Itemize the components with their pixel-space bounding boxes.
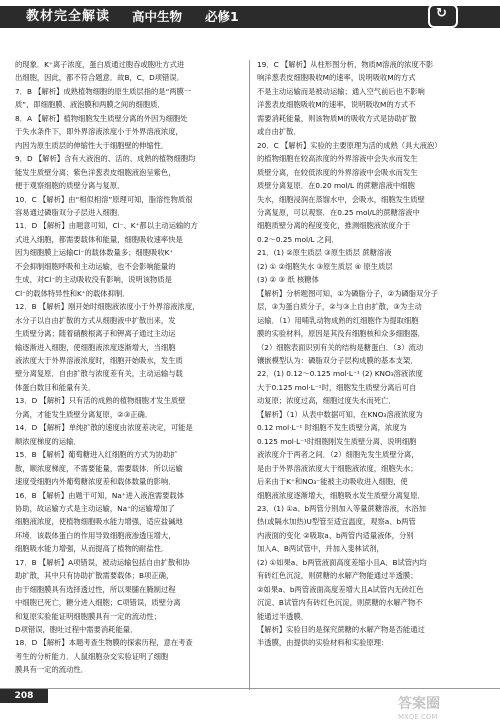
text-line: 热(或隔水加热)U型管至适宜温度，观察a、b两管 — [257, 517, 416, 527]
text-line: 由于细胞膜具有选择透过性，所以果脯在腌制过程 — [15, 584, 176, 594]
page-header — [0, 0, 500, 34]
text-line: 分离复原，可以观察．在0.25 mol/L的蔗糖溶液中 — [257, 207, 420, 217]
right-column — [257, 58, 491, 650]
text-line: Cl⁻的载体特异性和K⁺的载体抑制． — [15, 288, 130, 298]
text-line: 运输．（1）用哺乳动物成熟的红细胞作为提取细胞 — [257, 315, 419, 325]
text-line: 考生的分析能力．人鼠细胞杂交实验证明了细胞 — [15, 651, 169, 661]
text-line: 的植物细胞在较高浓度的外界溶液中会失水而发生 — [257, 154, 418, 164]
text-line: 不是主动运输而是被动运输；通入空气前后也不影响 — [257, 86, 425, 96]
column-divider — [249, 60, 250, 690]
text-line: 失水，细胞浸润在蒸馏水中，会吸水，细胞发生质壁 — [257, 194, 425, 204]
text-line: 0.12 mol·L⁻¹ 时细胞不发生质壁分离，浓度为 — [257, 423, 407, 433]
text-line: 13．D 【解析】只有活的成熟的植物细胞才发生质壁 — [15, 396, 186, 406]
text-line: 细胞液浓度逐渐增大，细胞吸水发生质壁分离复原． — [257, 490, 425, 500]
text-line: 中细胞已死亡，糖分进入细胞；C项错误，质壁分离 — [15, 598, 181, 608]
text-line: 散，顺浓度梯度，不需要能量，需要载体．所以运输 — [15, 463, 183, 473]
text-line: 21．(1) ②原生质层 ③原生质层 蔗糖溶液 — [257, 248, 392, 258]
text-line: 环境．该载体蛋白的作用导致细胞液渗透压增大， — [15, 530, 176, 540]
text-line: 11．D 【解析】由题意可知，Cl⁻、K⁺都以主动运输的方 — [15, 221, 198, 231]
text-line: 液浓度大于外界溶液浓度时，细胞开始吸水，发生质 — [15, 355, 183, 365]
text-line: 顺浓度梯度的运输． — [15, 436, 81, 446]
text-line: 14．D 【解析】单纯扩散的速度由浓度差决定，可能是 — [15, 423, 193, 433]
text-line: （2）细胞表面识别有关的结构是糖蛋白．（3）流动 — [257, 342, 424, 352]
text-line: 9．D 【解析】含有大液泡的、活的、成熟的植物细胞均 — [15, 154, 196, 164]
text-line: 后来由于K⁺和NO₃⁻能被主动吸收进入细胞，使 — [257, 477, 408, 487]
text-line: 质壁分离复原．在0.20 mol/L 的蔗糖溶液中细胞 — [257, 181, 415, 191]
left-column — [15, 58, 249, 677]
text-line: 18．D 【解析】本题考查生物膜的探索历程，意在考查 — [15, 638, 193, 648]
text-line: 镶嵌模型认为：磷脂双分子层构成膜的基本支架． — [257, 355, 418, 365]
text-line: 和复原实验能证明细胞膜具有一定的流动性； — [15, 611, 161, 621]
text-line: 【解析】分析题图可知，①为磷脂分子，②为磷脂双分子 — [257, 288, 438, 298]
text-line: 细胞吸水能力增强，从而提高了植物的耐盐性． — [15, 544, 169, 554]
text-line: 19．C 【解析】从柱形图分析，物质M溶液的浓度不影 — [257, 60, 434, 69]
text-line: 式进入细胞，都需要载体和能量，细胞吸收速率快是 — [15, 234, 183, 244]
text-line: 输逐渐进入细胞，使细胞液浓度逐渐增大，当细胞 — [15, 342, 176, 352]
text-line: 容易通过磷脂双分子层进入细胞． — [15, 207, 125, 217]
text-line: 是由于外界溶液浓度大于细胞液浓度，细胞失水； — [257, 463, 418, 473]
watermark-url: MXQE.COM — [398, 713, 438, 721]
text-line: 速度受细胞内外葡萄糖浓度差和载体数量的影响． — [15, 477, 176, 487]
text-line: 10．C 【解析】由“相似相溶”原理可知，脂溶性物质很 — [15, 194, 193, 204]
text-line: 质壁分离，在较低浓度的外界溶液中会吸水而发生 — [257, 167, 418, 177]
text-line: 不会抑制细胞呼吸和主动运输，也不会影响能量的 — [15, 261, 176, 271]
text-line: 于失水条件下，即外界溶液浓度小于外界溶液浓度， — [15, 127, 183, 137]
text-line: 层，③为蛋白质分子，②与③上自由扩散，③为主动 — [257, 302, 422, 312]
text-line: 大于0.125 mol·L⁻¹时，细胞发生质壁分离后可自 — [257, 382, 417, 392]
footer-rule — [0, 688, 500, 689]
text-line: 助扩散，其中只有协助扩散需要载体；B项正确， — [15, 571, 174, 581]
text-line: D项错误，胞吐过程中需要消耗能量． — [15, 625, 138, 635]
text-line: 能发生质壁分离；紫色洋葱表皮细胞液泡呈紫色， — [15, 167, 176, 177]
text-line: 需要消耗能量，则该物质M的吸收方式是协助扩散 — [257, 113, 417, 123]
text-line: 内因为原生质层的伸缩性大于细胞壁的伸缩性． — [15, 140, 169, 150]
book-title: 教材完全解读 — [26, 9, 111, 24]
text-line: 15．B 【解析】葡萄糖进入红细胞的方式为协助扩 — [15, 450, 178, 460]
text-line: 半透膜，由提供的实验材料和实验原理： — [257, 638, 389, 648]
module-label: 必修1 — [205, 9, 239, 24]
text-line: 23．(1) ①a、b两管分别加入等量蔗糖溶液，水浴加 — [257, 503, 426, 513]
text-line: 8．A 【解析】植物细胞发生质壁分离的外因为细胞处 — [15, 113, 188, 123]
text-line: 便于观察细胞的质壁分离与复原． — [15, 181, 125, 191]
text-line: 响洋葱表皮细胞吸收M的速率，说明吸收M的方式 — [257, 73, 416, 83]
text-line: 16．B 【解析】由题干可知，Na⁺进入液泡需要载体 — [15, 490, 185, 500]
text-line: (2) ①如果a、b两管液面高度差缩小且A、B试管内均 — [257, 557, 427, 567]
text-line: 0.125 mol·L⁻¹时细胞刚发生质壁分离，说明细胞 — [257, 436, 417, 446]
text-line: 膜的实验材料，原因是其没有细胞核和众多细胞器． — [257, 329, 425, 339]
text-line: 因为细胞膜上运输Cl⁻的载体数量多；细胞吸收K⁺ — [15, 248, 174, 258]
text-line: (2) ① ②细胞失水 ③原生质层 ④ 原生质层 — [257, 261, 393, 271]
text-line: 协助，故运输方式是主动运输，Na⁺的运输增加了 — [15, 503, 175, 513]
watermark-text: 答案圈 — [398, 696, 440, 712]
text-line: 20．C 【解析】实验的主要原理为活的成熟（具大液泡） — [257, 140, 442, 150]
text-line: 的现象．K⁺离子浓度，蛋白质通过胞吞或胞吐方式进 — [15, 60, 185, 69]
text-line: 加入A、B两试管中，并加入斐林试剂， — [257, 544, 384, 554]
text-line: 12．B 【解析】刚开始时细胞液浓度小于外界溶液浓度， — [15, 302, 200, 312]
text-line: 分离，才能发生质壁分离复原，②③正确． — [15, 409, 153, 419]
text-line: 细胞液浓度，使植物细胞吸水能力增强，适应盐碱地 — [15, 517, 183, 527]
text-line: 或自由扩散． — [257, 127, 301, 137]
subject-label: 高中生物 — [132, 9, 183, 24]
text-line: 【解析】实验目的是探究蔗糖的水解产物是否能通过 — [257, 625, 425, 635]
text-line: 动复原；浓度过高，细胞过度失水而死亡． — [257, 396, 396, 406]
text-line: 能通过半透膜． — [257, 611, 309, 621]
text-line: 质”，即细胞膜、液泡膜和两膜之间的细胞质． — [15, 100, 165, 110]
text-line: 壁分离复原．自由扩散与浓度差有关，主动运输与载 — [15, 369, 183, 379]
text-line: 内液面的变化 ②吸取a、b两管内适量液体，分别 — [257, 530, 414, 540]
text-line: 液浓度介于两者之间．（2）细胞先发生质壁分离， — [257, 450, 419, 460]
text-line: ②如果a、b两管液面高度差增大且A试管内无砖红色 — [257, 584, 424, 594]
page-number: 208 — [0, 689, 48, 703]
text-line: 沉淀、B试管内有砖红色沉淀，则蔗糖的水解产物不 — [257, 598, 423, 608]
text-line: 22．(1) 0.12～0.125 mol·L⁻¹ (2) KNO₃溶液浓度 — [257, 369, 423, 379]
text-line: 体蛋白数目和能量有关． — [15, 382, 96, 392]
text-line: 水分子以自由扩散的方式从细胞液中扩散出来，发 — [15, 315, 176, 325]
text-line: 洋葱表皮细胞吸收M的速率，说明吸收M的方式不 — [257, 100, 416, 110]
text-line: 0.2～0.25 mol/L 之间． — [257, 234, 339, 244]
text-line: (3) ② ③ 纸 核糖体 — [257, 275, 319, 285]
watermark-logo — [398, 693, 494, 721]
text-line: 7．B 【解析】成熟植物细胞的原生质层指的是“两膜一 — [15, 86, 192, 96]
text-line: 出细胞，因此，都不符合题意．故B，C，D项错误． — [15, 73, 184, 83]
text-line: 有砖红色沉淀，则蔗糖的水解产物能通过半透膜； — [257, 571, 418, 581]
publisher-logo-icon: ↻ — [428, 4, 458, 28]
text-line: 【解析】（1）从表中数据可知，在KNO₃溶液浓度为 — [257, 409, 423, 419]
text-line: 膜具有一定的流动性． — [15, 665, 88, 675]
text-line: 17．B 【解析】A项错误，被动运输包括自由扩散和协 — [15, 557, 190, 567]
text-line: 细胞质壁分离的程度变化，推测细胞液浓度介于 — [257, 221, 411, 231]
text-line: 生质壁分离；随着硝酸根离子和钾离子通过主动运 — [15, 329, 176, 339]
text-line: 生成，对Cl⁻的主动吸收没有影响，说明该物质是 — [15, 275, 172, 285]
